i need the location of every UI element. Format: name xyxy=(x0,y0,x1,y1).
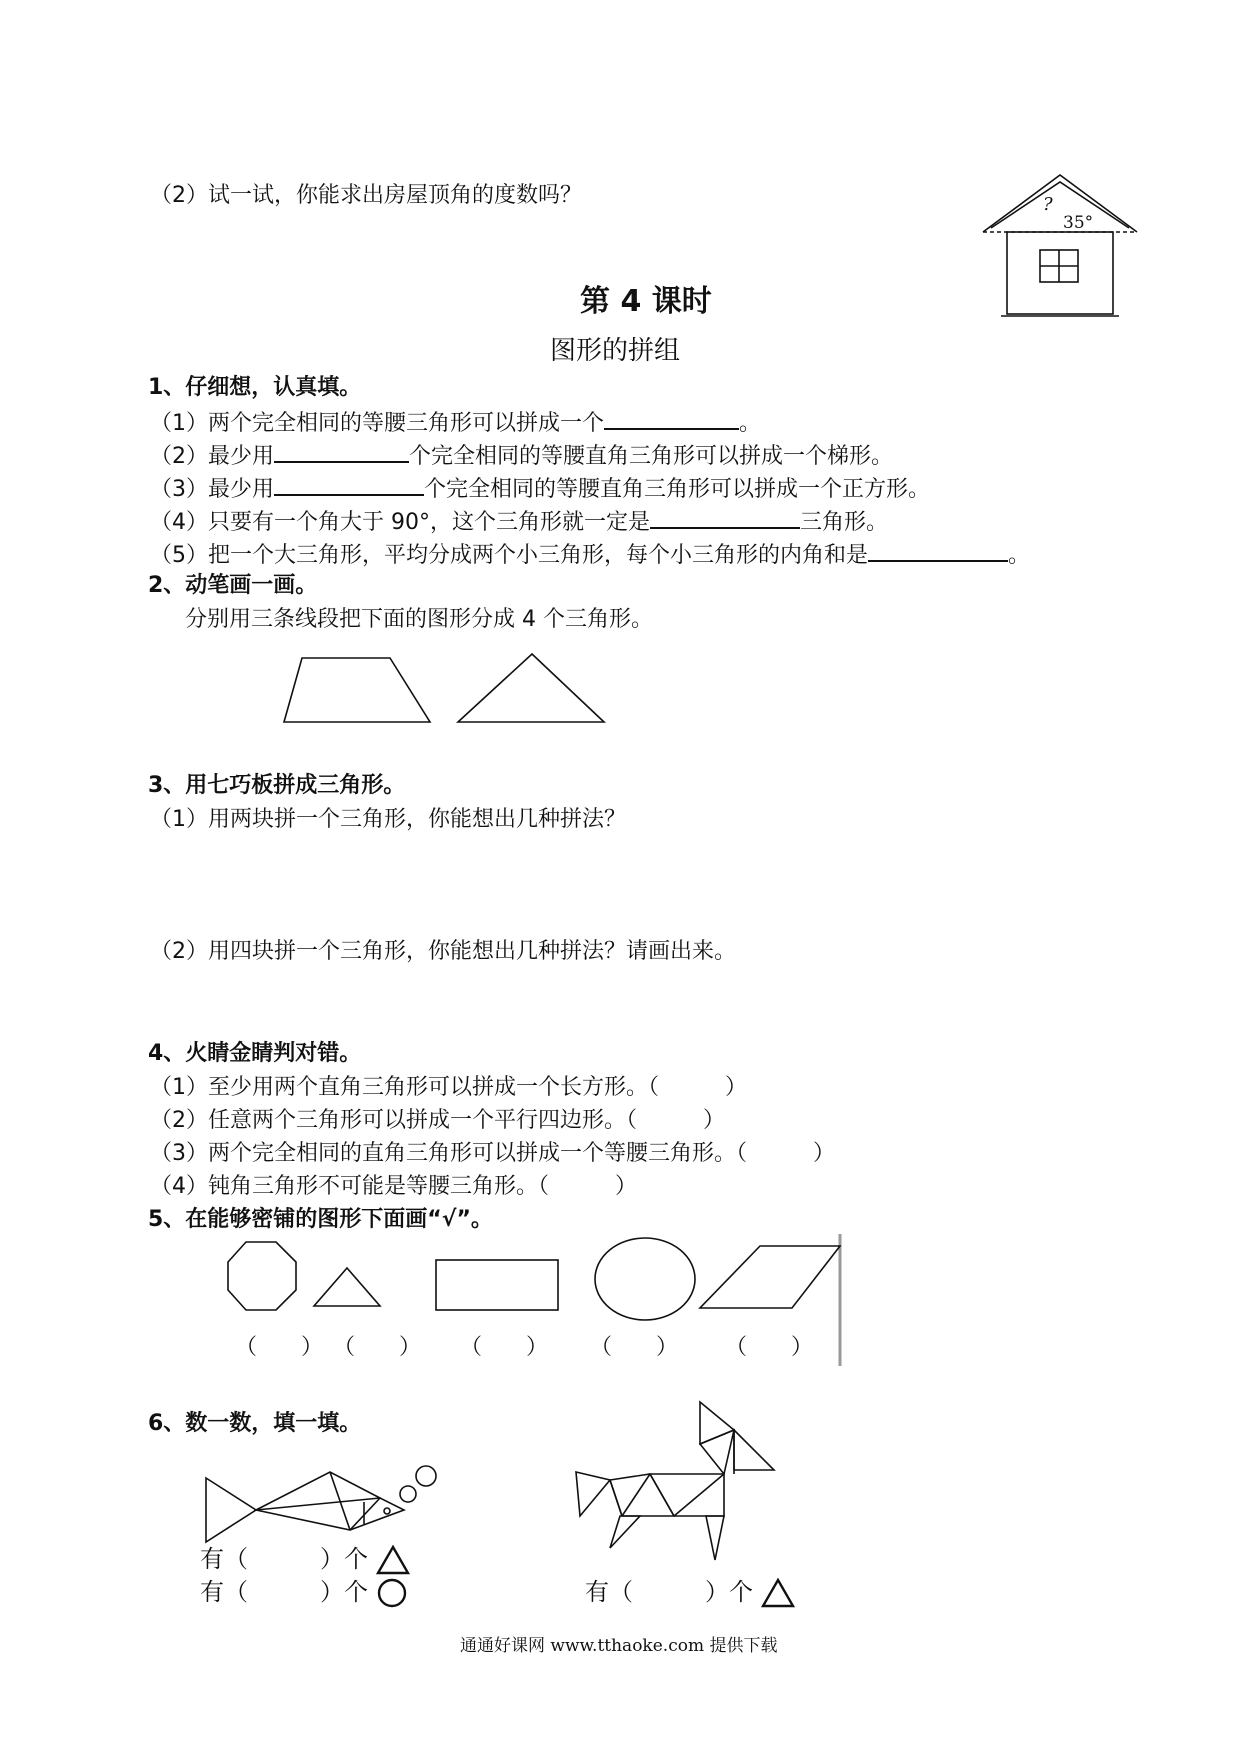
section3-heading: 3、用七巧板拼成三角形。 xyxy=(148,773,406,798)
section6-heading: 6、数一数，填一填。 xyxy=(148,1411,362,1436)
answer-blank[interactable] xyxy=(274,472,424,496)
tiling-blank-1[interactable]: （ ） xyxy=(235,1335,324,1360)
judge-item-4: （4）钝角三角形不可能是等腰三角形。（ ） xyxy=(150,1174,637,1199)
lesson-subtitle: 图形的拼组 xyxy=(550,336,681,366)
footer-text: 通通好课网 www.tthaoke.com 提供下载 xyxy=(460,1636,778,1656)
section2-instruction: 分别用三条线段把下面的图形分成 4 个三角形。 xyxy=(185,607,653,632)
judge-item-2: （2）任意两个三角形可以拼成一个平行四边形。（ ） xyxy=(150,1108,725,1133)
answer-blank[interactable] xyxy=(604,406,739,430)
rectangle-icon xyxy=(436,1260,558,1310)
fish-count-triangles: 有（ ）个 xyxy=(200,1545,410,1575)
answer-blank[interactable] xyxy=(650,505,800,529)
fill-item-2: （2）最少用 个完全相同的等腰直角三角形可以拼成一个梯形。 xyxy=(150,439,893,471)
fill-item-5: （5）把一个大三角形，平均分成两个小三角形，每个小三角形的内角和是 。 xyxy=(150,538,1030,570)
dog-count-triangles: 有（ ）个 xyxy=(585,1578,795,1608)
section2-heading: 2、动笔画一画。 xyxy=(148,573,318,598)
tiling-blank-5[interactable]: （ ） xyxy=(725,1335,814,1360)
section3-item-1: （1）用两块拼一个三角形，你能想出几种拼法？ xyxy=(150,807,626,832)
tiling-blank-2[interactable]: （ ） xyxy=(333,1335,422,1360)
parallelogram-icon xyxy=(700,1246,840,1308)
triangle-icon xyxy=(761,1578,795,1608)
triangle-icon xyxy=(376,1545,410,1575)
circle-icon xyxy=(595,1238,695,1320)
dog-figure xyxy=(570,1400,780,1560)
tiling-blank-4[interactable]: （ ） xyxy=(590,1335,679,1360)
fill-item-1: （1）两个完全相同的等腰三角形可以拼成一个 。 xyxy=(150,406,761,438)
section5-heading: 5、在能够密铺的图形下面画“√”。 xyxy=(148,1207,493,1232)
answer-blank[interactable] xyxy=(274,439,409,463)
judge-item-1: （1）至少用两个直角三角形可以拼成一个长方形。（ ） xyxy=(150,1075,747,1100)
trapezoid-shape xyxy=(284,658,430,722)
section1-heading: 1、仔细想，认真填。 xyxy=(148,375,362,400)
fill-item-4: （4）只要有一个角大于 90°，这个三角形就一定是 三角形。 xyxy=(150,505,888,537)
section4-heading: 4、火睛金睛判对错。 xyxy=(148,1041,362,1066)
fish-count-circles: 有（ ）个 xyxy=(200,1578,408,1608)
unknown-angle-label: ? xyxy=(1043,194,1053,215)
fish-figure xyxy=(200,1438,440,1558)
circle-icon xyxy=(376,1578,408,1608)
house-figure xyxy=(975,170,1145,330)
judge-item-3: （3）两个完全相同的直角三角形可以拼成一个等腰三角形。（ ） xyxy=(150,1141,835,1166)
lesson-title: 第 4 课时 xyxy=(580,284,712,319)
fill-item-3: （3）最少用 个完全相同的等腰直角三角形可以拼成一个正方形。 xyxy=(150,472,930,504)
prev-question-text: （2）试一试，你能求出房屋顶角的度数吗？ xyxy=(150,183,582,208)
section3-item-2: （2）用四块拼一个三角形，你能想出几种拼法？请画出来。 xyxy=(150,939,736,964)
answer-blank[interactable] xyxy=(868,538,1008,562)
triangle-icon xyxy=(314,1268,380,1306)
angle-35-label: 35° xyxy=(1063,213,1094,233)
tiling-blank-3[interactable]: （ ） xyxy=(460,1335,549,1360)
octagon-icon xyxy=(228,1242,296,1310)
section2-shapes xyxy=(270,650,650,730)
triangle-shape xyxy=(458,654,604,722)
